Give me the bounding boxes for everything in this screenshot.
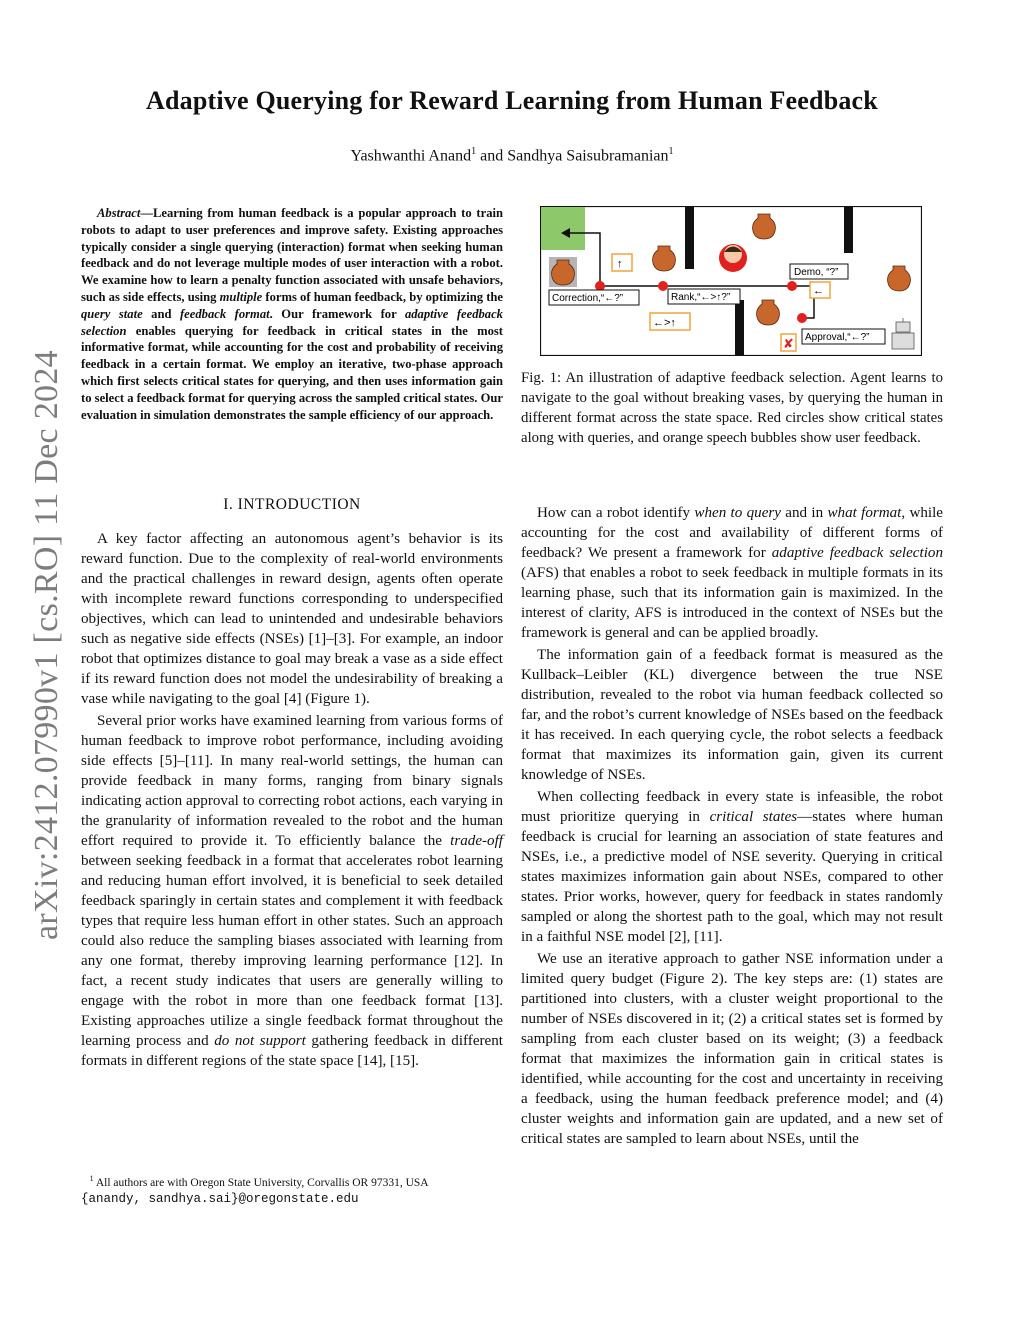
- footnote-affiliation: [81, 1171, 503, 1191]
- author-1: Yashwanthi Anand: [350, 147, 472, 165]
- left-arrow-icon: ←: [813, 285, 824, 297]
- footnote-text: All authors are with Oregon State University, Corvallis OR 97331, USA: [93, 1176, 429, 1189]
- author-line: [0, 146, 1024, 165]
- intro-right-column: [521, 503, 943, 1151]
- author-2: and Sandhya Saisubramanian: [476, 147, 669, 165]
- rank-feedback-label: ←>↑: [653, 317, 676, 329]
- text-em: critical states: [709, 809, 798, 825]
- paragraph: We use an iterative approach to gather NSE information under a limited query budget (Figure 2). The key steps are: (1) states are partitioned into clusters, with a cluster weight proportional to the number of NSEs discovered in it; (2) a critical states set is formed by sampling from each cluster based on its weight; (3) a feedback format that maximizes the information gain in critical states is identified, while accounting for the cost and uncertainty in receiving a feedback, using the human feedback preference model; and (4) cluster weights and information gain are updated, and a new set of critical states are sampled to learn about NSEs, until the: [521, 951, 943, 1147]
- text-seg: When collecting feedback in every state is infeasible, the robot must prioritize querying in: [521, 789, 943, 825]
- text-seg: How can a robot identify: [537, 505, 695, 521]
- critical-state-marker: [658, 281, 668, 291]
- abstract-seg: Learning from human feedback is a popular approach to train robots to adapt to user preferences and improve safety. Existing approaches typically consider a single querying (interaction) format when seeking human feedback and do not leverage multiple modes of user interaction with a robot. We examine how to learn a penalty function associated with unsafe behaviors, such as side effects, using: [81, 206, 503, 304]
- critical-state-marker: [797, 313, 807, 323]
- abstract-seg: forms of human feedback, by optimizing the: [262, 289, 503, 304]
- critical-state-marker: [787, 281, 797, 291]
- text-seg: Several prior works have examined learning from various forms of human feedback to improve robot performance, including avoiding side effects [5]–[11]. In many real-world settings, the human can provide feedback in many forms, ranging from binary signals indicating action approval to correcting robot actions, each varying in the granularity of information revealed to the robot and the human effort required to provide it. To efficiently balance the: [81, 713, 503, 849]
- figure-illustration: [540, 206, 922, 356]
- correction-query-label: Correction,“←?”: [552, 293, 624, 304]
- paragraph: [521, 503, 943, 643]
- affil-mark-2: 1: [668, 146, 674, 157]
- section-heading: I. INTRODUCTION: [223, 496, 361, 513]
- figure-caption: [521, 368, 943, 448]
- abstract: [81, 205, 503, 423]
- text-seg: and in: [780, 505, 828, 521]
- text-seg: —states where human feedback is crucial for learning an association of state features and NSEs, i.e., a predictive model of NSE severity. Querying in critical states maximizes information gain about NSEs, compared to other states. Prior works, however, query for feedback in states randomly sampled or along the shortest path to the goal, which may not result in a faithful NSE model [2], [11].: [521, 809, 943, 945]
- text-seg: , while accounting for the cost and availability of different forms of feedback? We present a framework for: [521, 505, 944, 561]
- human-icon: [719, 244, 747, 272]
- footnote: [81, 1171, 503, 1207]
- abstract-em: multiple: [219, 289, 263, 304]
- abstract-seg: . Our framework for: [269, 306, 405, 321]
- text-em: when to query: [694, 505, 781, 521]
- paragraph: [81, 711, 503, 1071]
- wall: [685, 207, 694, 269]
- demo-query-label: Demo, “?”: [794, 267, 839, 278]
- text-em: adaptive feedback selection: [771, 545, 943, 561]
- figure-caption-text: Fig. 1: An illustration of adaptive feedback selection. Agent learns to navigate to the goal without breaking vases, by querying the human in different format across the state space. Red circles show critical states along with queries, and orange speech bubbles show user feedback.: [521, 370, 943, 446]
- abstract-em: adaptive feedback selection: [81, 306, 503, 338]
- text-em: do not support: [214, 1033, 306, 1049]
- abstract-seg: enables querying for feedback in critical states in the most informative format, while accounting for the cost and probability of receiving feedback in a certain format. We employ an iterative, two-phase approach which first selects critical states for querying, and then uses information gain to select a feedback format for querying across the sampled critical states. Our evaluation in simulation demonstrates the sample efficiency of our approach.: [81, 323, 503, 422]
- up-arrow-icon: ↑: [617, 258, 623, 270]
- approval-query-label: Approval,“←?”: [805, 332, 870, 343]
- text-seg: gathering feedback in different formats in different regions of the state space [14], [15].: [81, 1033, 503, 1069]
- text-seg: (AFS) that enables a robot to seek feedback in multiple formats in its learning phase, such that its information gain is maximized. In the interest of clarity, AFS is introduced in the context of NSEs but the framework is general and can be applied broadly.: [521, 565, 943, 641]
- abstract-em: query state: [81, 306, 143, 321]
- abstract-label: Abstract: [97, 206, 141, 220]
- paragraph: [521, 787, 943, 947]
- text-em: what format: [827, 505, 902, 521]
- text-seg: between seeking feedback in a format that accelerates robot learning and reducing human effort involved, it is beneficial to seek detailed feedback sparingly in certain states and complement it with feedback types that require less human effort in other states. Such an approach could also reduce the sampling biases associated with learning from any one format, thereby improving learning performance [12]. In fact, a recent study indicates that users are generally willing to engage with the robot in more than one feedback format [13]. Existing approaches utilize a single feedback format throughout the learning process and: [81, 853, 503, 1049]
- abstract-dash: —: [140, 206, 153, 220]
- abstract-text: [81, 205, 503, 423]
- text-em: trade-off: [450, 833, 503, 849]
- goal-cell: [541, 207, 585, 250]
- intro-left-column: [81, 529, 503, 1073]
- wall: [844, 207, 853, 253]
- paragraph: A key factor affecting an autonomous agent’s behavior is its reward function. Due to the complexity of real-world environments and the practical challenges in reward design, agents often operate with incomplete reward functions corresponding to underspecified objectives, which can lead to unintended and undesirable behaviors such as negative side effects (NSEs) [1]–[3]. For example, an indoor robot that optimizes distance to goal may break a vase as a side effect if its reward function does not model the undesirability of breaking a vase while navigating to the goal [4] (Figure 1).: [81, 531, 503, 707]
- reject-icon: ✘: [783, 336, 794, 351]
- paragraph: The information gain of a feedback format is measured as the Kullback–Leibler (KL) divergence between the true NSE distribution, revealed to the robot via human feedback collected so far, and the robot’s current knowledge of NSEs based on the feedback it has received. In each querying cycle, the robot selects a feedback format that maximizes its information gain, given its current knowledge of NSEs.: [521, 647, 943, 783]
- rank-query-label: Rank,“←>↑?”: [671, 292, 731, 303]
- affil-mark-1: 1: [471, 146, 477, 157]
- figure-1: [540, 206, 922, 356]
- footnote-mark: 1: [89, 1174, 94, 1183]
- abstract-seg: and: [142, 306, 180, 321]
- footnote-emails: {anandy, sandhya.sai}@oregonstate.edu: [81, 1191, 359, 1206]
- paper-title: Adaptive Querying for Reward Learning from Human Feedback: [146, 86, 878, 115]
- wall: [735, 300, 744, 355]
- abstract-em: feedback format: [179, 306, 270, 321]
- arxiv-stamp: arXiv:2412.07990v1 [cs.RO] 11 Dec 2024: [28, 350, 65, 940]
